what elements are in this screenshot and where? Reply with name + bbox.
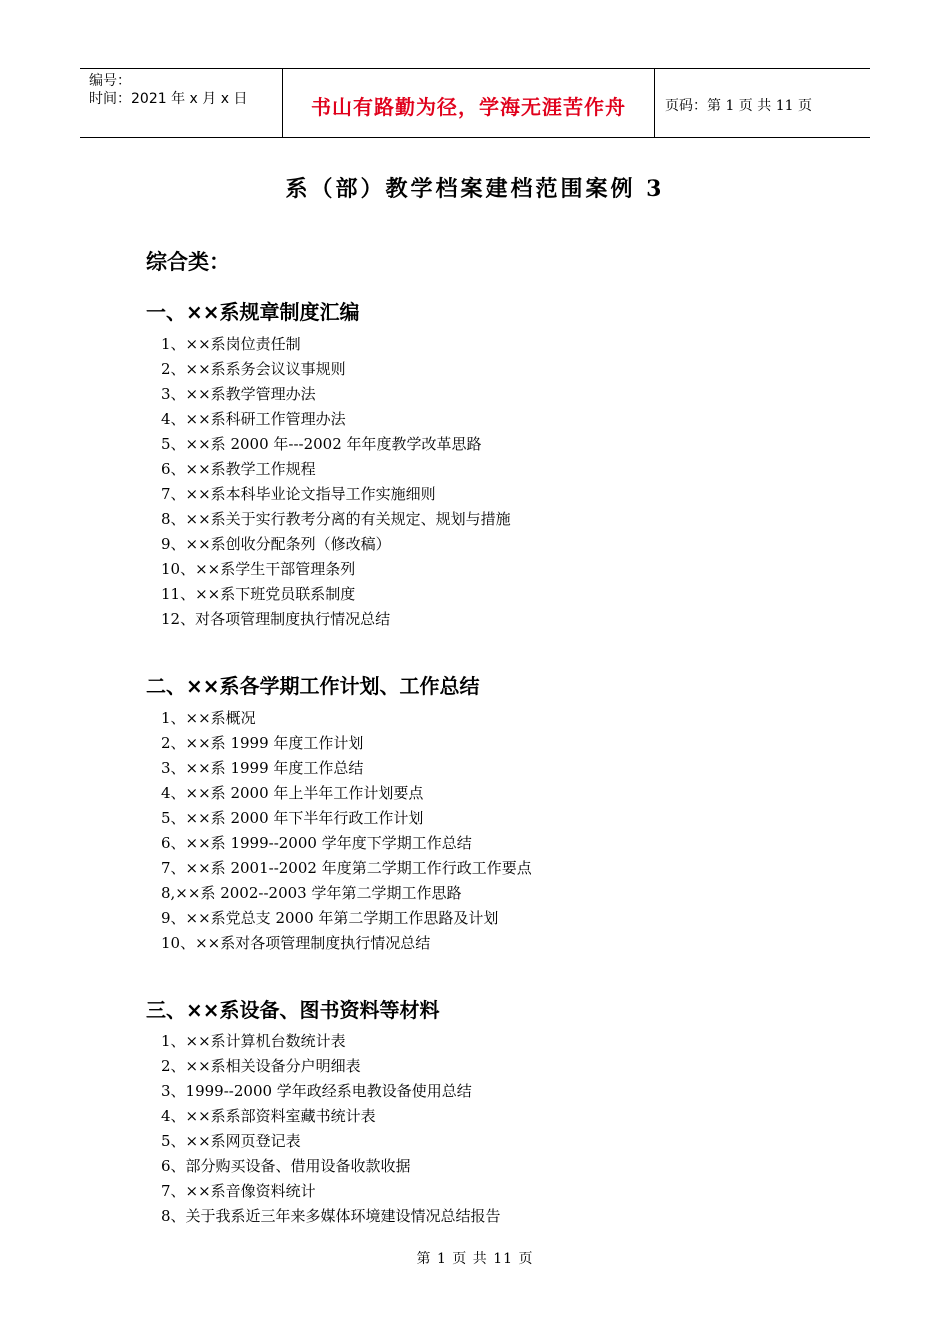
list-item: 9、××系党总支 2000 年第二学期工作思路及计划 bbox=[161, 909, 499, 927]
list-item: 7、××系本科毕业论文指导工作实施细则 bbox=[161, 485, 436, 503]
document-title: 系（部）教学档案建档范围案例 3 bbox=[285, 176, 665, 202]
list-item: 6、××系 1999--2000 学年度下学期工作总结 bbox=[161, 834, 472, 852]
list-item: 1、××系概况 bbox=[161, 709, 256, 727]
list-item: 12、对各项管理制度执行情况总结 bbox=[161, 610, 391, 628]
list-item: 10、××系学生干部管理条列 bbox=[161, 560, 356, 578]
document-date: 时间：2021 年 x 月 x 日 bbox=[89, 91, 248, 107]
list-item: 5、××系 2000 年下半年行政工作计划 bbox=[161, 809, 424, 827]
list-item: 2、××系相关设备分户明细表 bbox=[161, 1057, 361, 1075]
section-heading-1: 一、××系规章制度汇编 bbox=[146, 300, 360, 324]
section-list-1 bbox=[161, 332, 511, 632]
header-table bbox=[80, 68, 870, 138]
list-item: 4、××系 2000 年上半年工作计划要点 bbox=[161, 784, 424, 802]
section-list-2 bbox=[161, 706, 532, 956]
list-item: 3、1999--2000 学年政经系电教设备使用总结 bbox=[161, 1082, 472, 1100]
list-item: 8、××系关于实行教考分离的有关规定、规划与措施 bbox=[161, 510, 511, 528]
list-item: 3、××系 1999 年度工作总结 bbox=[161, 759, 364, 777]
document-number-label: 编号： bbox=[89, 73, 131, 89]
list-item: 5、××系网页登记表 bbox=[161, 1132, 301, 1150]
list-item: 2、××系系务会议议事规则 bbox=[161, 360, 346, 378]
list-item: 5、××系 2000 年---2002 年年度教学改革思路 bbox=[161, 435, 482, 453]
list-item: 8,××系 2002--2003 学年第二学期工作思路 bbox=[161, 884, 462, 902]
page-footer: 第 1 页 共 11 页 bbox=[416, 1251, 534, 1267]
list-item: 11、××系下班党员联系制度 bbox=[161, 585, 356, 603]
list-item: 2、××系 1999 年度工作计划 bbox=[161, 734, 364, 752]
section-heading-3: 三、××系设备、图书资料等材料 bbox=[146, 998, 440, 1022]
list-item: 4、××系科研工作管理办法 bbox=[161, 410, 346, 428]
section-list-3 bbox=[161, 1029, 501, 1229]
header-info-cell bbox=[80, 69, 283, 137]
list-item: 1、××系计算机台数统计表 bbox=[161, 1032, 346, 1050]
motto: 书山有路勤为径，学海无涯苦作舟 bbox=[311, 95, 626, 119]
list-item: 1、××系岗位责任制 bbox=[161, 335, 301, 353]
list-item: 9、××系创收分配条列（修改稿） bbox=[161, 535, 391, 553]
list-item: 7、××系 2001--2002 年度第二学期工作行政工作要点 bbox=[161, 859, 532, 877]
category-heading: 综合类： bbox=[146, 250, 230, 274]
list-item: 6、部分购买设备、借用设备收款收据 bbox=[161, 1157, 411, 1175]
header-page-cell bbox=[655, 69, 870, 137]
list-item: 6、××系教学工作规程 bbox=[161, 460, 316, 478]
list-item: 7、××系音像资料统计 bbox=[161, 1182, 316, 1200]
list-item: 3、××系教学管理办法 bbox=[161, 385, 316, 403]
list-item: 10、××系对各项管理制度执行情况总结 bbox=[161, 934, 431, 952]
page-code: 页码：第 1 页 共 11 页 bbox=[665, 98, 812, 114]
list-item: 4、××系系部资料室藏书统计表 bbox=[161, 1107, 376, 1125]
header-motto-cell bbox=[283, 69, 655, 137]
section-heading-2: 二、××系各学期工作计划、工作总结 bbox=[146, 674, 480, 698]
list-item: 8、关于我系近三年来多媒体环境建设情况总结报告 bbox=[161, 1207, 501, 1225]
